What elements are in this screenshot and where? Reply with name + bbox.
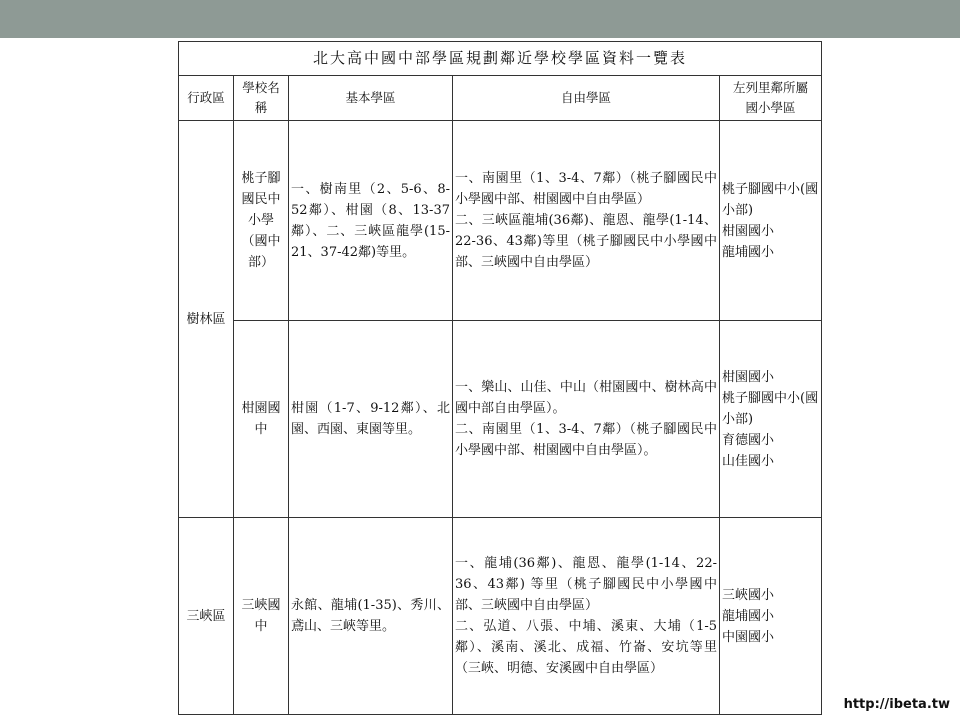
- elementary-item: 桃子腳國中小(國小部): [722, 181, 819, 218]
- free-district-item: 二、弘道、八張、中埔、溪東、大埔（1-5鄰）、溪南、溪北、成福、竹崙、安坑等里（三峽、明德、安溪國中自由學區）: [455, 619, 717, 676]
- elementary-cell: [720, 321, 822, 518]
- slide-header-bar: [0, 0, 960, 38]
- school-district-table: [178, 41, 822, 715]
- header-district: 行政區: [179, 76, 234, 121]
- table-row: [179, 321, 822, 518]
- free-district-item: 二、南園里（1、3-4、7鄰）（桃子腳國民中小學國中部、柑園國中自由學區）。: [455, 422, 717, 458]
- elementary-item: 育德國小: [722, 432, 775, 448]
- elementary-item: 龍埔國小: [722, 608, 775, 624]
- school-cell: 柑園國中: [234, 321, 289, 518]
- header-elementary-line2: 國小學區: [745, 100, 796, 115]
- district-cell: 樹林區: [179, 121, 234, 518]
- elementary-item: 柑園國小: [722, 369, 775, 385]
- free-district-cell: [453, 321, 720, 518]
- header-school-line1: 學校名: [242, 80, 280, 95]
- header-school-line2: 稱: [254, 100, 268, 115]
- elementary-item: 龍埔國小: [722, 244, 775, 260]
- header-row: [179, 76, 822, 121]
- table-row: [179, 518, 822, 715]
- elementary-item: 山佳國小: [722, 453, 775, 469]
- free-district-item: 一、南園里（1、3-4、7鄰）（桃子腳國民中小學國中部、柑園國中自由學區）: [455, 171, 717, 207]
- header-free: 自由學區: [453, 76, 720, 121]
- elementary-item: 柑園國小: [722, 223, 775, 239]
- school-cell: 三峽國中: [234, 518, 289, 715]
- elementary-item: 中園國小: [722, 629, 775, 645]
- free-district-item: 二、三峽區龍埔(36鄰)、龍恩、龍學(1-14、22-36、43鄰)等里（桃子腳國民中小學國中部、三峽國中自由學區）: [455, 213, 717, 270]
- district-cell: 三峽區: [179, 518, 234, 715]
- header-elementary-line1: 左列里鄰所屬: [733, 80, 809, 95]
- header-elementary: [720, 76, 822, 121]
- free-district-item: 一、樂山、山佳、中山（柑園國中、樹林高中國中部自由學區）。: [455, 380, 717, 416]
- free-district-cell: [453, 121, 720, 321]
- basic-district-cell: 永館、龍埔(1-35)、秀川、鳶山、三峽等里。: [289, 518, 453, 715]
- basic-district-cell: 一、樹南里（2、5-6、8-52鄰）、柑園（8、13-37鄰）、二、三峽區龍學(15-21、37-42鄰)等里。: [289, 121, 453, 321]
- elementary-cell: [720, 121, 822, 321]
- header-basic: 基本學區: [289, 76, 453, 121]
- elementary-item: 三峽國小: [722, 587, 775, 603]
- table-title: 北大高中國中部學區規劃鄰近學校學區資料一覽表: [179, 42, 822, 76]
- elementary-cell: [720, 518, 822, 715]
- free-district-item: 一、龍埔(36鄰)、龍恩、龍學(1-14、22-36、43鄰) 等里（桃子腳國民中小學國中部、三峽國中自由學區）: [455, 556, 717, 613]
- basic-district-cell: 柑園（1-7、9-12鄰）、北園、西園、東園等里。: [289, 321, 453, 518]
- header-school: [234, 76, 289, 121]
- site-watermark: http://ibeta.tw: [843, 697, 950, 712]
- table-row: [179, 121, 822, 321]
- elementary-item: 桃子腳國中小(國小部): [722, 390, 819, 427]
- school-cell: 桃子腳國民中小學（國中部）: [234, 121, 289, 321]
- free-district-cell: [453, 518, 720, 715]
- title-row: [179, 42, 822, 76]
